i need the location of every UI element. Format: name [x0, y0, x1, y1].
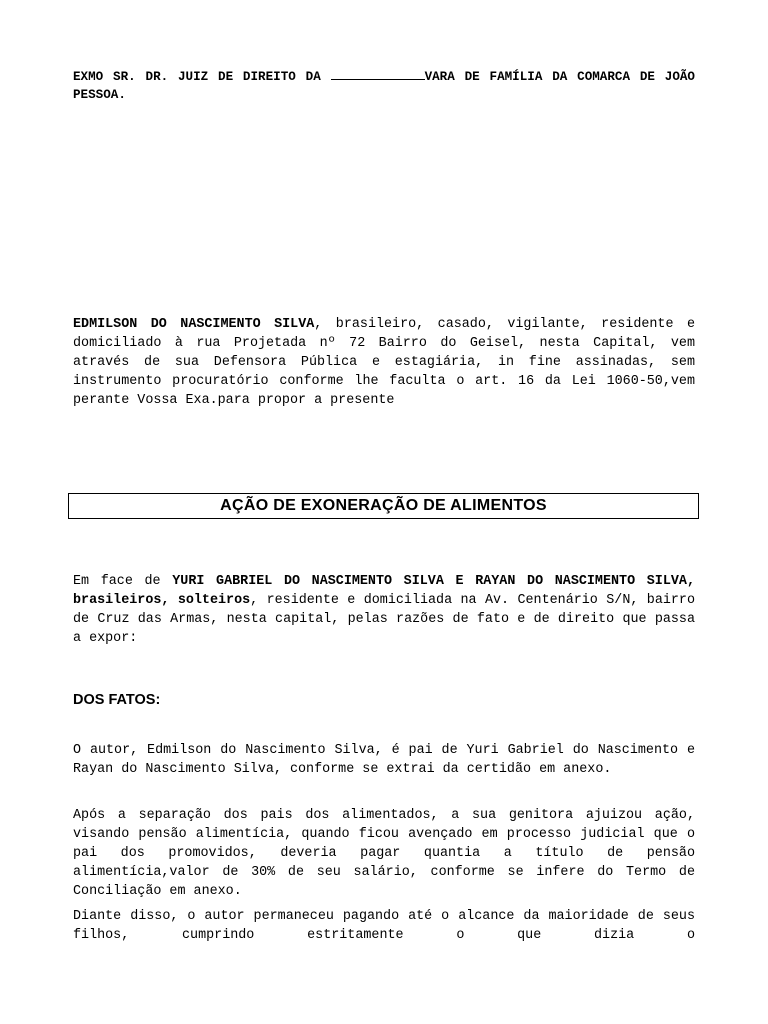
facts-paragraph-3: Diante disso, o autor permaneceu pagando até o alcance da maioridade de seus filhos, cumprindo estritamente o que dizia o	[73, 909, 695, 943]
court-number-blank	[331, 67, 425, 80]
action-title-box	[68, 493, 699, 519]
addressee-part2: VARA DE FAMÍLIA DA COMARCA DE JOÃO PESSOA.	[73, 70, 695, 102]
action-title: AÇÃO DE EXONERAÇÃO DE ALIMENTOS	[220, 497, 547, 514]
parties-text: , residente e domiciliada na Av. Centenário S/N, bairro de Cruz das Armas, nesta capital, pelas razões de fato e de direito que passa a expor:	[73, 593, 695, 646]
plaintiff-name: EDMILSON DO NASCIMENTO SILVA	[73, 317, 315, 332]
addressee-part1: EXMO SR. DR. JUIZ DE DIREITO DA	[73, 70, 331, 84]
intro-text: , brasileiro, casado, vigilante, residente e domiciliado à rua Projetada nº 72 Bairro do Geisel, nesta Capital, vem através de sua Defensora Pública e estagiária, in fine assinadas, sem instrumento procuratório conforme lhe faculta o art. 16 da Lei 1060-50,vem perante Vossa Exa.para propor a presente	[73, 317, 696, 408]
addressee-header	[73, 67, 695, 104]
parties-lead: Em face de	[73, 574, 173, 589]
defendant-names: YURI GABRIEL DO NASCIMENTO SILVA E RAYAN DO NASCIMENTO SILVA, brasileiros, solteiros	[73, 574, 695, 608]
defendants-paragraph	[73, 572, 695, 648]
section-heading: DOS FATOS:	[73, 692, 161, 708]
facts-paragraph-1: O autor, Edmilson do Nascimento Silva, é pai de Yuri Gabriel do Nascimento e Rayan do Nascimento Silva, conforme se extrai da certidão em anexo.	[73, 743, 695, 777]
facts-paragraph-2: Após a separação dos pais dos alimentados, a sua genitora ajuizou ação, visando pensão alimentícia, quando ficou avençado em processo judicial que o pai dos promovidos, deveria pagar quantia a título de pensão alimentícia,valor de 30% de seu salário, conforme se infere do Termo de Conciliação em anexo.	[73, 808, 695, 899]
intro-paragraph	[73, 315, 695, 410]
